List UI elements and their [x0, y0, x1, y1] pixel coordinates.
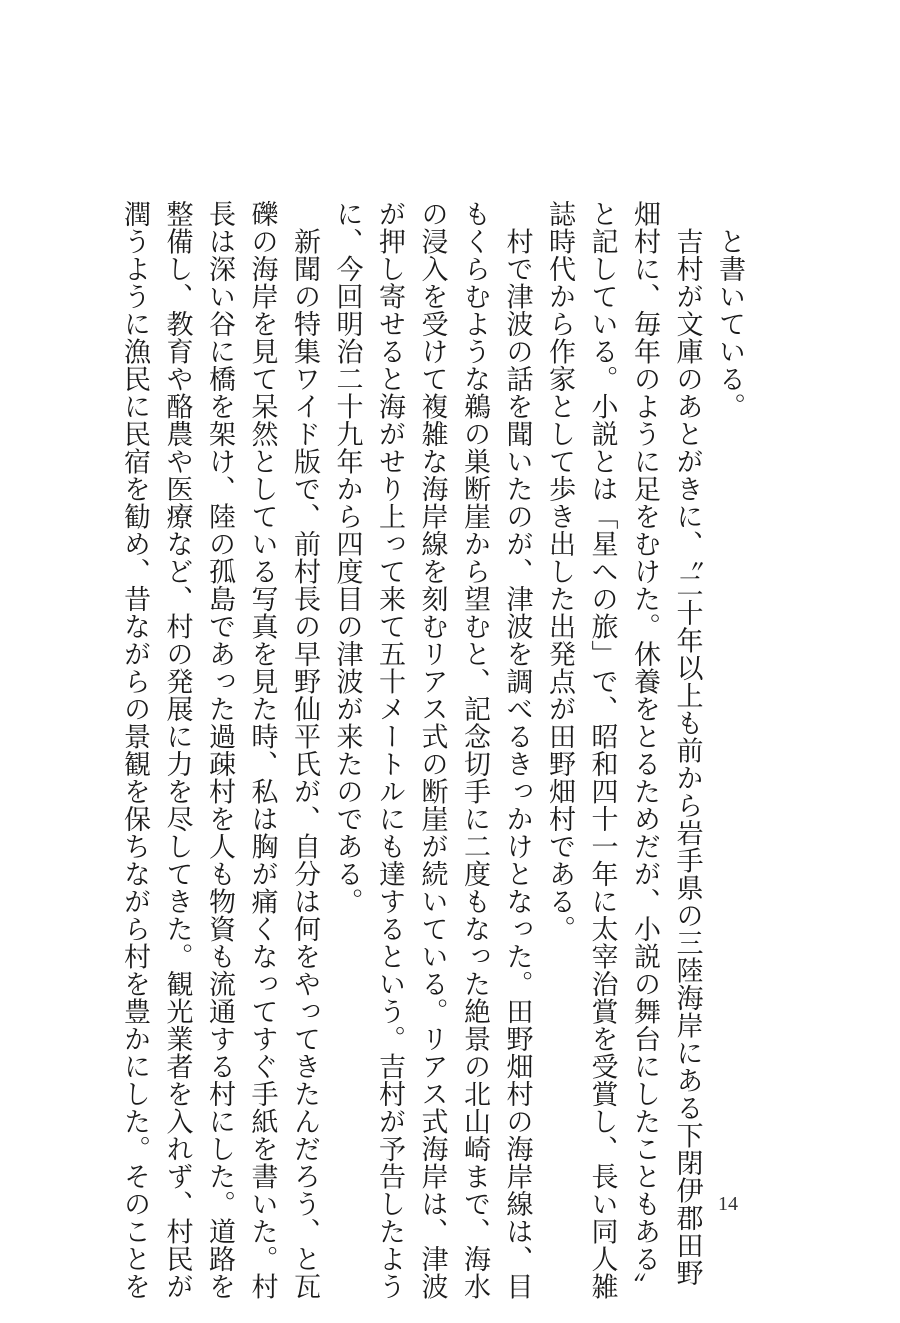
text-line: 新聞の特集ワイド版で、前村長の早野仙平氏が、自分は何をやってきたんだろう、と瓦	[289, 200, 320, 1300]
text-line: 長は深い谷に橋を架け、陸の孤島であった過疎村を人も物資も流通する村にした。道路を	[204, 200, 235, 1300]
text-line: が押し寄せると海がせり上って来て五十メートルにも達するという。吉村が予告したよう	[374, 200, 405, 1300]
text-line: 誌時代から作家として歩き出した出発点が田野畑村である。	[544, 200, 575, 943]
text-line: と書いている。	[714, 200, 745, 420]
text-line: 畑村に、毎年のように足をむけた。休養をとるためだが、小説の舞台にしたこともある〟	[629, 200, 660, 1300]
text-line: 整備し、教育や酪農や医療など、村の発展に力を尽してきた。観光業者を入れず、村民が	[161, 200, 193, 1300]
text-line: と記している。小説とは「星への旅」で、昭和四十一年に太宰治賞を受賞し、長い同人雑	[586, 200, 618, 1300]
page-number: 14	[718, 1193, 738, 1215]
text-line: 潤うように漁民に民宿を勧め、昔ながらの景観を保ちながら村を豊かにした。そのことを	[119, 200, 150, 1300]
text-line: の浸入を受けて複雑な海岸線を刻むリアス式の断崖が続いている。リアス式海岸は、津波	[416, 200, 448, 1300]
text-line: 吉村が文庫のあとがきに、〝二十年以上も前から岩手県の三陸海岸にある下閉伊郡田野	[671, 200, 703, 1287]
text-line: に、今回明治二十九年から四度目の津波が来たのである。	[331, 200, 363, 915]
text-line: 村で津波の話を聞いたのが、津波を調べるきっかけとなった。田野畑村の海岸線は、目	[501, 200, 533, 1300]
text-line: 礫の海岸を見て呆然としている写真を見た時、私は胸が痛くなってすぐ手紙を書いた。村	[246, 200, 278, 1300]
text-line: もくらむような鵜の巣断崖から望むと、記念切手に二度もなった絶景の北山崎まで、海水	[459, 200, 490, 1300]
